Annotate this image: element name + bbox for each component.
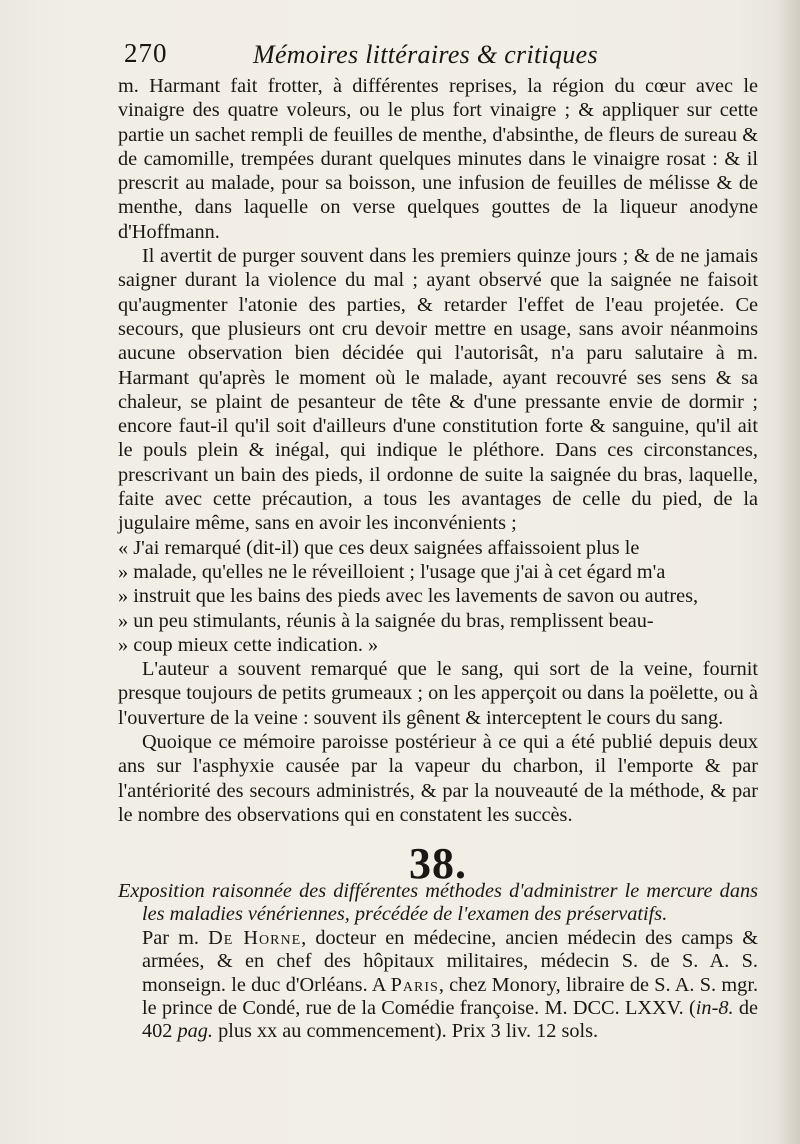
entry-text: , docteur en médecine, ancien médecin des camps & armées, & en chef des hôpitaux militaires, médecin S. de S. A. S. monseign. le duc d'Orléans. A [142,926,758,996]
quote-line: » coup mieux cette indication. » [118,633,379,656]
page-edge-shadow [778,0,800,1144]
section-number: 38. [409,839,467,888]
bibliographic-entry [118,880,758,1044]
running-title: Mémoires littéraires & critiques [253,40,598,69]
paragraph: L'auteur a souvent remarqué que le sang, qui sort de la veine, fournit presque toujours de petits grumeaux ; on les apperçoit ou dans la poëlette, ou à l'ouverture de la veine : souvent ils gênent & interceptent le cours du sang. [118,658,758,729]
quote-line: » instruit que les bains des pieds avec les lavements de savon ou autres, [118,585,699,608]
quote-line: « J'ai remarqué (dit-il) que ces deux saignées affaissoient plus le [118,536,640,559]
entry-title: Exposition raisonnée des différentes méthodes d'administrer le mercure dans les maladies vénériennes, précédée de l'examen des préservatifs. [118,880,758,926]
paragraph: Il avertit de purger souvent dans les premiers quinze jours ; & de ne jamais saigner durant la violence du mal ; ayant observé que la saignée ne faisoit qu'augmenter l'atonie des parties, & retarder l'effet de l'eau projetée. Ce secours, que plusieurs ont cru devoir mettre en usage, sans avoir néanmoins aucune observation bien décidée qui l'autorisât, n'a paru salutaire à m. Harmant qu'après le moment où le malade, ayant recouvré ses sens & sa chaleur, se plaint de pesanteur de tête & d'une pressante envie de dormir ; encore faut-il qu'il soit d'ailleurs d'une constitution forte & sanguine, qu'il ait le pouls plein & inégal, qui indique le pléthore. Dans ces circonstances, prescrivant un bain des pieds, il ordonne de suite la saignée du bras, laquelle, faite avec cette précaution, a tous les avantages de celle du pied, de la jugulaire même, sans en avoir les inconvénients ; [118,245,758,535]
quote-line: » malade, qu'elles ne le réveilloient ; l'usage que j'ai à cet égard m'a [118,560,666,583]
entry-pag: pag. [177,1020,213,1043]
page-header [118,38,718,74]
paragraph: m. Harmant fait frotter, à différentes reprises, la région du cœur avec le vinaigre des quatre voleurs, ou le plus fort vinaigre ; & appliquer sur cette partie un sachet rempli de feuilles de menthe, d'absinthe, de fleurs de sureau & de camomille, trempées durant quelques minutes dans le vinaigre rosat : & il prescrit au malade, pour sa boisson, une infusion de feuilles de mélisse & de menthe, dans laquelle on verse quelques gouttes de la liqueur anodyne d'Hoffmann. [118,75,758,243]
paragraph: Quoique ce mémoire paroisse postérieur à ce qui a été publié depuis deux ans sur l'asphyxie causée par la vapeur du charbon, il l'emporte & par l'antériorité des secours administrés, & par la nouveauté de la méthode, & par le nombre des observations qui en constatent les succès. [118,731,758,826]
entry-text: , chez Monory, libraire de S. A. S. mgr. le prince de Condé, rue de la Comédie françoise. M. DCC. LXXV. ( [142,973,759,1020]
quote-line: » un peu stimulants, réunis à la saignée du bras, remplissent beau- [118,609,654,632]
main-text [118,74,758,827]
page-number: 270 [124,38,168,68]
entry-author: De Horne [208,926,302,949]
entry-format: in-8. [695,997,734,1020]
entry-text: de 402 [142,997,758,1043]
entry-text: Par m. [142,926,199,949]
entry-text: plus xx au commencement). Prix 3 liv. 12 sols. [213,1020,599,1043]
entry-body [118,927,758,1044]
entry-city: Paris [390,973,439,996]
